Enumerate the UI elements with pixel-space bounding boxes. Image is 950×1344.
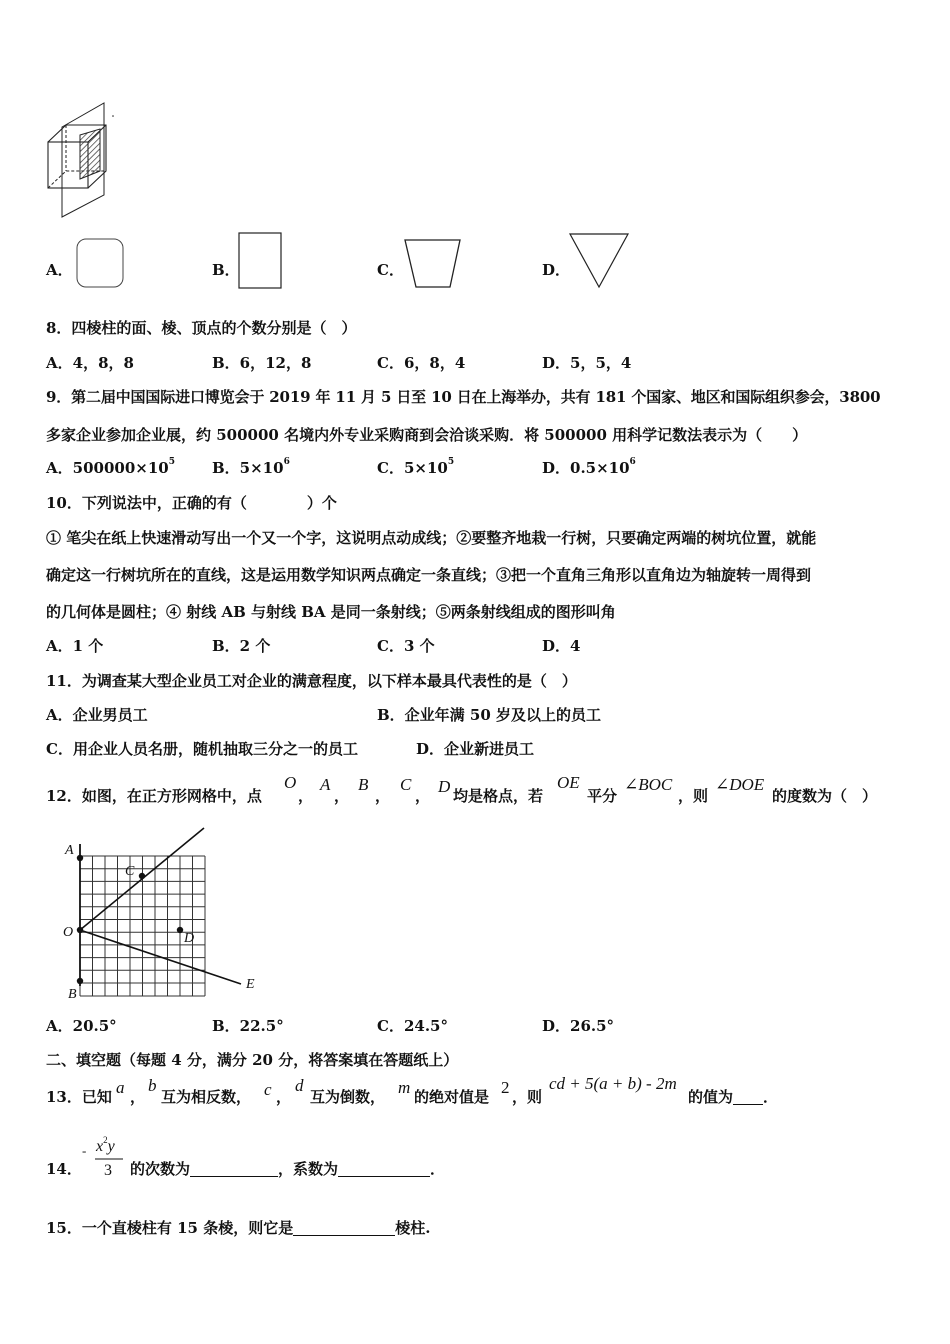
q13-t4: ，则 [512, 1088, 543, 1106]
q9-option-b[interactable]: B．$5\times 10^6$ [212, 457, 290, 477]
q10-option-b[interactable]: B．2 个 [212, 637, 271, 655]
q12-point-b: B [358, 775, 369, 794]
q13-expression: cd + 5(a + b) - 2m [549, 1074, 677, 1093]
q12-oe: OE [557, 773, 580, 792]
section-heading: 二、填空题（每题 4 分，满分 20 分，将答案填在答题纸上） [46, 1051, 459, 1069]
q12-point-o: O [284, 773, 297, 792]
q14-prefix: 14． [46, 1160, 82, 1178]
grid-figure [56, 836, 276, 1006]
q10-line1: ① 笔尖在纸上快速滑动写出一个又一个字，这说明点动成线；②要整齐地栽一行树，只要确定两端的树坑位置，就能 [46, 529, 817, 547]
q7-option-b[interactable]: B． [212, 261, 240, 279]
q10-line3: 的几何体是圆柱；④ 射线 AB 与射线 BA 是同一条射线；⑤两条射线组成的图形叫角 [46, 603, 616, 621]
q10-line2: 确定这一行树坑所在的直线，这是运用数学知识两点确定一条直线；③把一个直角三角形以直角边为轴旋转一周得到 [46, 566, 812, 584]
q9-stem-line2: 多家企业参加企业展，约 500000 名境内外专业采购商到会洽谈采购．将 500000 用科学记数法表示为（ ） [46, 426, 808, 444]
q15-line[interactable]: 15．一个直棱柱有 15 条棱，则它是 棱柱. [46, 1219, 431, 1237]
rectangle-shape [238, 232, 284, 290]
q12-comma: ， [375, 787, 391, 805]
fig-label-c: C [125, 864, 135, 879]
q12-point-a: A [320, 775, 331, 794]
q12-option-c[interactable]: C．24.5° [377, 1017, 448, 1035]
q12-comma: ， [298, 787, 314, 805]
q12-comma: ， [415, 787, 431, 805]
q12-comma: ， [334, 787, 350, 805]
prism-cut-figure [40, 95, 130, 225]
q13-d: d [295, 1076, 304, 1095]
q7-option-c[interactable]: C． [377, 261, 404, 279]
q8-stem: 8．四棱柱的面、棱、顶点的个数分别是（ ） [46, 319, 357, 337]
q12-angle-boc: ∠BOC [624, 775, 673, 794]
q13-t1: 互为相反数， [161, 1088, 252, 1106]
q9-option-c[interactable]: C．$5\times 10^5$ [377, 457, 455, 477]
q14-denominator: 3 [104, 1162, 112, 1179]
q13-two: 2 [501, 1078, 510, 1097]
q12-point-d: D [438, 777, 451, 796]
trapezoid-shape [403, 238, 463, 290]
q12-then: ，则 [678, 787, 709, 805]
q13-t3: 的绝对值是 [414, 1088, 490, 1106]
q9-option-d[interactable]: D．$0.5\times 10^6$ [542, 457, 636, 477]
q12-angle-doe: ∠DOE [715, 775, 765, 794]
q11-option-c[interactable]: C．用企业人员名册，随机抽取三分之一的员工 [46, 740, 358, 758]
q9-option-a[interactable]: A．$500000\times 10^5$ [46, 457, 175, 477]
q11-stem: 11．为调查某大型企业员工对企业的满意程度，以下样本最具代表性的是（ ） [46, 672, 577, 690]
q12-option-a[interactable]: A．20.5° [46, 1017, 117, 1035]
q12-point-c: C [400, 775, 412, 794]
q8-option-d[interactable]: D．5，5，4 [542, 354, 632, 372]
q13-m: m [398, 1078, 411, 1097]
q7-option-a[interactable]: A． [46, 261, 73, 279]
q13-t2: 互为倒数， [310, 1088, 386, 1106]
q13-answer-line[interactable]: 的值为 ． [688, 1088, 779, 1106]
rounded-square-shape [76, 238, 126, 290]
fig-label-a: A [65, 843, 74, 858]
q12-option-d[interactable]: D．26.5° [542, 1017, 615, 1035]
q13-prefix: 13．已知 [46, 1088, 112, 1106]
q12-option-b[interactable]: B．22.5° [212, 1017, 284, 1035]
q10-option-a[interactable]: A．1 个 [46, 637, 104, 655]
q13-b: b [148, 1076, 157, 1095]
inverted-triangle-shape [568, 232, 632, 290]
q10-option-d[interactable]: D．4 [542, 637, 581, 655]
q8-option-c[interactable]: C．6，8，4 [377, 354, 466, 372]
fig-label-b: B [68, 987, 77, 1002]
q14-numerator: $x^2y$ [96, 1135, 115, 1155]
q9-stem-line1: 9．第二届中国国际进口博览会于 2019 年 11 月 5 日至 10 日在上海举办，共有 181 个国家、地区和国际组织参会，3800 [46, 388, 881, 406]
q13-c: c [264, 1080, 272, 1099]
q14-degree-line[interactable]: 的次数为 ，系数为 ． [130, 1160, 446, 1178]
fig-label-d: D [184, 931, 195, 946]
q11-option-d[interactable]: D．企业新进员工 [416, 740, 535, 758]
q12-mid: 均是格点，若 [453, 787, 544, 805]
q11-option-b[interactable]: B．企业年满 50 岁及以上的员工 [377, 706, 601, 724]
q13-a: a [116, 1078, 125, 1097]
q12-prefix: 12．如图，在正方形网格中，点 [46, 787, 262, 805]
q14-minus: - [82, 1143, 87, 1158]
q8-option-b[interactable]: B．6，12，8 [212, 354, 312, 372]
q13-comma: ， [276, 1088, 292, 1106]
q7-option-d[interactable]: D． [542, 261, 571, 279]
q11-option-a[interactable]: A．企业男员工 [46, 706, 148, 724]
q12-bisect: 平分 [587, 787, 618, 805]
fig-label-e: E [246, 977, 255, 992]
q12-suffix: 的度数为（ ） [772, 787, 878, 805]
q13-comma: ， [130, 1088, 146, 1106]
fraction-bar [95, 1158, 125, 1160]
q10-stem: 10．下列说法中，正确的有（ ）个 [46, 494, 337, 512]
q8-option-a[interactable]: A．4，8，8 [46, 354, 134, 372]
fig-label-o: O [63, 925, 74, 940]
q10-option-c[interactable]: C．3 个 [377, 637, 435, 655]
